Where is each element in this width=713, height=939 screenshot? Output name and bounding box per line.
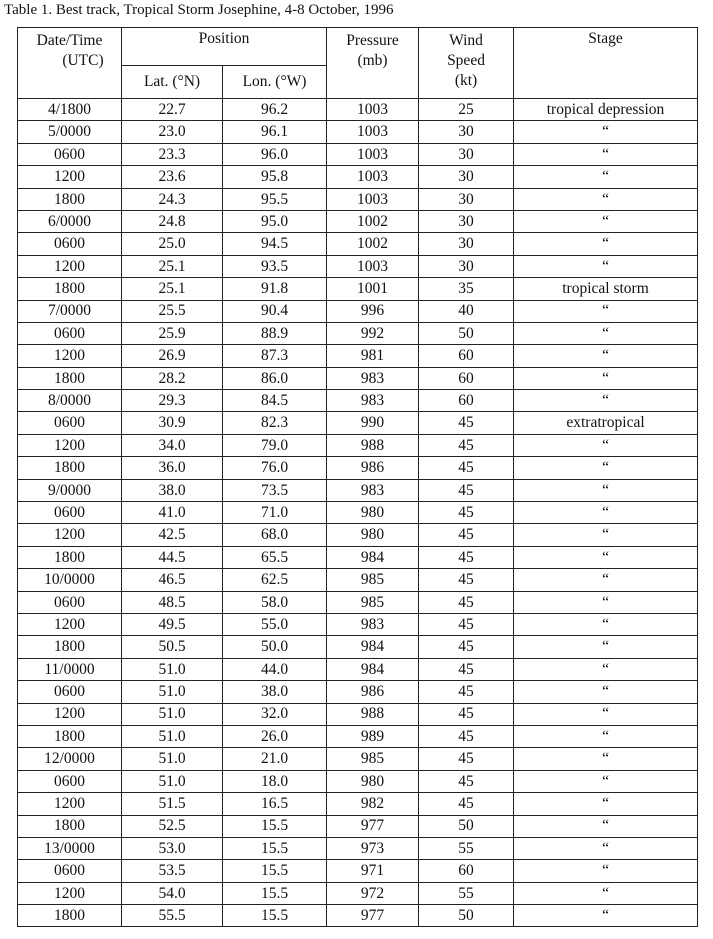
cell-lon: 38.0 <box>223 681 327 703</box>
cell-wind: 35 <box>419 278 514 300</box>
cell-lat: 49.5 <box>122 613 223 635</box>
cell-lat: 34.0 <box>122 434 223 456</box>
cell-lat: 48.5 <box>122 591 223 613</box>
cell-wind: 45 <box>419 636 514 658</box>
cell-lon: 68.0 <box>223 524 327 546</box>
cell-lat: 25.9 <box>122 322 223 344</box>
table-row <box>18 300 698 322</box>
cell-lon: 94.5 <box>223 233 327 255</box>
cell-pressure: 973 <box>327 837 419 859</box>
cell-lon: 87.3 <box>223 345 327 367</box>
cell-lon: 32.0 <box>223 703 327 725</box>
cell-lon: 62.5 <box>223 569 327 591</box>
table-row <box>18 210 698 232</box>
table-row <box>18 703 698 725</box>
cell-pressure: 986 <box>327 681 419 703</box>
cell-wind: 60 <box>419 860 514 882</box>
cell-stage: “ <box>514 524 698 546</box>
table-row <box>18 412 698 434</box>
table-row <box>18 882 698 904</box>
table-row <box>18 569 698 591</box>
cell-lon: 91.8 <box>223 278 327 300</box>
cell-date: 1200 <box>18 166 122 188</box>
cell-lat: 46.5 <box>122 569 223 591</box>
table-row <box>18 860 698 882</box>
cell-pressure: 992 <box>327 322 419 344</box>
cell-date: 1800 <box>18 636 122 658</box>
cell-lat: 28.2 <box>122 367 223 389</box>
cell-pressure: 985 <box>327 569 419 591</box>
table-row <box>18 613 698 635</box>
cell-pressure: 983 <box>327 367 419 389</box>
cell-date: 1800 <box>18 367 122 389</box>
cell-pressure: 983 <box>327 613 419 635</box>
table-row <box>18 233 698 255</box>
cell-wind: 60 <box>419 390 514 412</box>
cell-lon: 84.5 <box>223 390 327 412</box>
cell-lon: 96.0 <box>223 143 327 165</box>
table-row <box>18 748 698 770</box>
cell-lon: 79.0 <box>223 434 327 456</box>
cell-wind: 30 <box>419 233 514 255</box>
table-row <box>18 322 698 344</box>
cell-lon: 95.8 <box>223 166 327 188</box>
header-wind-speed <box>419 28 514 99</box>
cell-lon: 71.0 <box>223 502 327 524</box>
cell-stage: “ <box>514 591 698 613</box>
table-row <box>18 345 698 367</box>
cell-lon: 21.0 <box>223 748 327 770</box>
cell-stage: “ <box>514 748 698 770</box>
cell-lon: 15.5 <box>223 905 327 927</box>
cell-pressure: 1003 <box>327 143 419 165</box>
cell-wind: 55 <box>419 882 514 904</box>
header-position: Position <box>122 28 327 66</box>
cell-lat: 51.0 <box>122 703 223 725</box>
cell-stage: “ <box>514 300 698 322</box>
cell-date: 10/0000 <box>18 569 122 591</box>
cell-wind: 45 <box>419 524 514 546</box>
cell-date: 1800 <box>18 815 122 837</box>
cell-pressure: 980 <box>327 770 419 792</box>
cell-wind: 45 <box>419 434 514 456</box>
cell-lon: 26.0 <box>223 725 327 747</box>
cell-stage: “ <box>514 367 698 389</box>
cell-stage: “ <box>514 188 698 210</box>
cell-pressure: 1003 <box>327 99 419 121</box>
cell-lat: 29.3 <box>122 390 223 412</box>
table-body <box>18 99 698 927</box>
cell-wind: 50 <box>419 815 514 837</box>
cell-date: 5/0000 <box>18 121 122 143</box>
cell-date: 1200 <box>18 613 122 635</box>
table-row <box>18 99 698 121</box>
cell-date: 1200 <box>18 882 122 904</box>
cell-lat: 42.5 <box>122 524 223 546</box>
cell-lat: 23.3 <box>122 143 223 165</box>
cell-date: 1200 <box>18 524 122 546</box>
table-row <box>18 255 698 277</box>
cell-stage: “ <box>514 613 698 635</box>
cell-pressure: 983 <box>327 479 419 501</box>
cell-stage: “ <box>514 815 698 837</box>
cell-wind: 45 <box>419 748 514 770</box>
table-row <box>18 725 698 747</box>
table-caption: Table 1. Best track, Tropical Storm Josephine, 4-8 October, 1996 <box>4 2 394 18</box>
cell-lon: 15.5 <box>223 882 327 904</box>
cell-lon: 15.5 <box>223 837 327 859</box>
header-pressure-unit: (mb) <box>357 52 388 69</box>
table-row <box>18 837 698 859</box>
cell-date: 1200 <box>18 345 122 367</box>
cell-stage: “ <box>514 121 698 143</box>
cell-lat: 25.1 <box>122 278 223 300</box>
cell-stage: “ <box>514 233 698 255</box>
cell-lat: 51.0 <box>122 658 223 680</box>
table-row <box>18 905 698 927</box>
table-row <box>18 636 698 658</box>
cell-pressure: 1002 <box>327 233 419 255</box>
cell-stage: “ <box>514 860 698 882</box>
cell-stage: “ <box>514 793 698 815</box>
cell-lat: 25.0 <box>122 233 223 255</box>
table-row <box>18 188 698 210</box>
cell-pressure: 1001 <box>327 278 419 300</box>
cell-lon: 50.0 <box>223 636 327 658</box>
cell-stage: “ <box>514 502 698 524</box>
header-wind-label: Wind <box>449 32 483 49</box>
cell-wind: 30 <box>419 255 514 277</box>
cell-lon: 18.0 <box>223 770 327 792</box>
cell-lat: 51.0 <box>122 681 223 703</box>
cell-lon: 95.5 <box>223 188 327 210</box>
cell-wind: 50 <box>419 322 514 344</box>
cell-lon: 73.5 <box>223 479 327 501</box>
cell-lat: 51.0 <box>122 748 223 770</box>
cell-lon: 96.1 <box>223 121 327 143</box>
cell-wind: 40 <box>419 300 514 322</box>
cell-stage: “ <box>514 905 698 927</box>
cell-stage: extratropical <box>514 412 698 434</box>
cell-lat: 23.6 <box>122 166 223 188</box>
cell-lat: 23.0 <box>122 121 223 143</box>
cell-lat: 51.0 <box>122 770 223 792</box>
cell-pressure: 1002 <box>327 210 419 232</box>
header-lat: Lat. (°N) <box>122 66 223 99</box>
cell-date: 0600 <box>18 233 122 255</box>
table-row <box>18 502 698 524</box>
cell-lat: 25.5 <box>122 300 223 322</box>
cell-pressure: 984 <box>327 546 419 568</box>
cell-date: 0600 <box>18 502 122 524</box>
cell-lon: 95.0 <box>223 210 327 232</box>
cell-date: 1800 <box>18 546 122 568</box>
cell-date: 0600 <box>18 681 122 703</box>
cell-wind: 45 <box>419 569 514 591</box>
cell-date: 1200 <box>18 434 122 456</box>
cell-stage: “ <box>514 345 698 367</box>
table-row <box>18 658 698 680</box>
cell-lon: 15.5 <box>223 815 327 837</box>
cell-date: 7/0000 <box>18 300 122 322</box>
cell-pressure: 1003 <box>327 188 419 210</box>
table-row <box>18 479 698 501</box>
cell-date: 1800 <box>18 905 122 927</box>
table-row <box>18 457 698 479</box>
cell-wind: 55 <box>419 837 514 859</box>
cell-lat: 53.0 <box>122 837 223 859</box>
cell-lat: 22.7 <box>122 99 223 121</box>
cell-lat: 30.9 <box>122 412 223 434</box>
cell-lat: 54.0 <box>122 882 223 904</box>
cell-lat: 52.5 <box>122 815 223 837</box>
cell-lon: 58.0 <box>223 591 327 613</box>
cell-date: 0600 <box>18 770 122 792</box>
cell-date: 0600 <box>18 143 122 165</box>
cell-pressure: 984 <box>327 658 419 680</box>
cell-lat: 55.5 <box>122 905 223 927</box>
cell-wind: 45 <box>419 613 514 635</box>
table-row <box>18 793 698 815</box>
header-pressure <box>327 28 419 99</box>
header-wind-unit: (kt) <box>454 72 478 89</box>
cell-lon: 65.5 <box>223 546 327 568</box>
cell-wind: 30 <box>419 143 514 165</box>
table-row <box>18 770 698 792</box>
cell-lat: 38.0 <box>122 479 223 501</box>
table-header <box>18 28 698 99</box>
cell-stage: “ <box>514 882 698 904</box>
cell-lat: 36.0 <box>122 457 223 479</box>
cell-wind: 30 <box>419 188 514 210</box>
cell-pressure: 980 <box>327 502 419 524</box>
cell-lat: 24.3 <box>122 188 223 210</box>
cell-lon: 44.0 <box>223 658 327 680</box>
cell-wind: 45 <box>419 793 514 815</box>
cell-stage: “ <box>514 681 698 703</box>
cell-lon: 93.5 <box>223 255 327 277</box>
cell-pressure: 988 <box>327 703 419 725</box>
cell-date: 8/0000 <box>18 390 122 412</box>
cell-lat: 41.0 <box>122 502 223 524</box>
cell-lat: 24.8 <box>122 210 223 232</box>
table-row <box>18 367 698 389</box>
cell-stage: “ <box>514 479 698 501</box>
cell-stage: “ <box>514 837 698 859</box>
cell-wind: 45 <box>419 703 514 725</box>
cell-lat: 25.1 <box>122 255 223 277</box>
cell-stage: “ <box>514 569 698 591</box>
cell-wind: 45 <box>419 770 514 792</box>
table-row <box>18 546 698 568</box>
cell-pressure: 988 <box>327 434 419 456</box>
cell-wind: 30 <box>419 121 514 143</box>
table-row <box>18 681 698 703</box>
cell-stage: “ <box>514 143 698 165</box>
cell-date: 13/0000 <box>18 837 122 859</box>
cell-pressure: 972 <box>327 882 419 904</box>
header-speed-label: Speed <box>447 52 485 69</box>
cell-wind: 45 <box>419 591 514 613</box>
cell-stage: “ <box>514 322 698 344</box>
cell-stage: “ <box>514 210 698 232</box>
cell-wind: 45 <box>419 479 514 501</box>
header-date-time-label: Date/Time <box>36 32 103 49</box>
cell-wind: 60 <box>419 345 514 367</box>
cell-pressure: 985 <box>327 591 419 613</box>
table-row <box>18 524 698 546</box>
cell-date: 1200 <box>18 255 122 277</box>
cell-pressure: 990 <box>327 412 419 434</box>
header-stage: Stage <box>514 28 698 99</box>
cell-wind: 45 <box>419 412 514 434</box>
cell-wind: 50 <box>419 905 514 927</box>
table-row <box>18 143 698 165</box>
cell-date: 1200 <box>18 793 122 815</box>
cell-lon: 15.5 <box>223 860 327 882</box>
cell-wind: 45 <box>419 658 514 680</box>
cell-stage: “ <box>514 725 698 747</box>
cell-pressure: 986 <box>327 457 419 479</box>
cell-pressure: 984 <box>327 636 419 658</box>
cell-wind: 45 <box>419 457 514 479</box>
header-pressure-label: Pressure <box>346 32 399 49</box>
cell-wind: 60 <box>419 367 514 389</box>
cell-date: 1800 <box>18 278 122 300</box>
table-row <box>18 166 698 188</box>
cell-date: 1800 <box>18 725 122 747</box>
cell-pressure: 989 <box>327 725 419 747</box>
cell-wind: 30 <box>419 210 514 232</box>
cell-stage: “ <box>514 255 698 277</box>
cell-stage: “ <box>514 658 698 680</box>
cell-wind: 45 <box>419 681 514 703</box>
cell-wind: 25 <box>419 99 514 121</box>
header-utc-label: (UTC) <box>62 52 104 69</box>
table-row <box>18 390 698 412</box>
cell-lon: 90.4 <box>223 300 327 322</box>
cell-lon: 16.5 <box>223 793 327 815</box>
cell-wind: 30 <box>419 166 514 188</box>
table-row <box>18 815 698 837</box>
cell-date: 0600 <box>18 860 122 882</box>
cell-stage: “ <box>514 703 698 725</box>
cell-wind: 45 <box>419 546 514 568</box>
cell-pressure: 985 <box>327 748 419 770</box>
cell-pressure: 977 <box>327 905 419 927</box>
cell-lat: 51.5 <box>122 793 223 815</box>
cell-lon: 86.0 <box>223 367 327 389</box>
cell-wind: 45 <box>419 502 514 524</box>
cell-pressure: 980 <box>327 524 419 546</box>
cell-date: 1200 <box>18 703 122 725</box>
cell-pressure: 1003 <box>327 255 419 277</box>
cell-date: 0600 <box>18 412 122 434</box>
cell-stage: “ <box>514 434 698 456</box>
cell-stage: tropical storm <box>514 278 698 300</box>
cell-lat: 53.5 <box>122 860 223 882</box>
cell-lat: 26.9 <box>122 345 223 367</box>
cell-lat: 44.5 <box>122 546 223 568</box>
table-row <box>18 591 698 613</box>
cell-date: 9/0000 <box>18 479 122 501</box>
cell-pressure: 971 <box>327 860 419 882</box>
cell-pressure: 1003 <box>327 121 419 143</box>
table-row <box>18 278 698 300</box>
cell-stage: “ <box>514 390 698 412</box>
cell-date: 1800 <box>18 188 122 210</box>
cell-lat: 50.5 <box>122 636 223 658</box>
cell-stage: “ <box>514 457 698 479</box>
cell-date: 11/0000 <box>18 658 122 680</box>
cell-stage: “ <box>514 546 698 568</box>
table-row <box>18 121 698 143</box>
cell-date: 12/0000 <box>18 748 122 770</box>
cell-lon: 96.2 <box>223 99 327 121</box>
cell-pressure: 981 <box>327 345 419 367</box>
cell-date: 0600 <box>18 591 122 613</box>
cell-date: 6/0000 <box>18 210 122 232</box>
cell-pressure: 983 <box>327 390 419 412</box>
cell-stage: “ <box>514 770 698 792</box>
cell-lat: 51.0 <box>122 725 223 747</box>
cell-pressure: 1003 <box>327 166 419 188</box>
cell-pressure: 982 <box>327 793 419 815</box>
cell-pressure: 977 <box>327 815 419 837</box>
cell-stage: “ <box>514 166 698 188</box>
table-row <box>18 434 698 456</box>
cell-wind: 45 <box>419 725 514 747</box>
cell-lon: 82.3 <box>223 412 327 434</box>
header-date-time <box>18 28 122 99</box>
cell-pressure: 996 <box>327 300 419 322</box>
cell-lon: 88.9 <box>223 322 327 344</box>
best-track-table <box>17 27 698 927</box>
cell-stage: tropical depression <box>514 99 698 121</box>
cell-date: 1800 <box>18 457 122 479</box>
cell-stage: “ <box>514 636 698 658</box>
header-lon: Lon. (°W) <box>223 66 327 99</box>
cell-lon: 55.0 <box>223 613 327 635</box>
cell-date: 0600 <box>18 322 122 344</box>
cell-date: 4/1800 <box>18 99 122 121</box>
cell-lon: 76.0 <box>223 457 327 479</box>
